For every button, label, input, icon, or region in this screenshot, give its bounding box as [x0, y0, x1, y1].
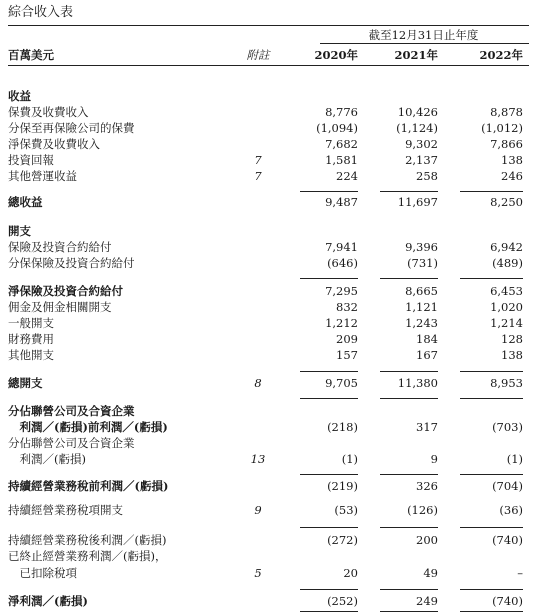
row-value-2021: 9	[430, 452, 438, 466]
row-value-2021: 11,380	[397, 376, 438, 390]
row-label: 佣金及佣金相關開支	[8, 300, 112, 314]
row-value-2021: 200	[416, 533, 438, 547]
row-label: 保費及收費收入	[8, 105, 89, 119]
subtotal-rule	[300, 527, 358, 528]
row-value-2020: 7,682	[325, 137, 358, 151]
statement-title: 綜合收入表	[8, 5, 74, 20]
period-header: 截至12月31日止年度	[368, 28, 479, 42]
row-value-2022: 138	[501, 348, 523, 362]
row-value-2021: 167	[416, 348, 438, 362]
row-label: 持續經營業務稅項開支	[8, 503, 123, 517]
year-2022-header: 2022年	[479, 48, 523, 62]
subtotal-rule	[300, 589, 358, 590]
row-value-2021: 8,665	[405, 284, 438, 298]
subtotal-rule	[380, 371, 438, 372]
subtotal-rule	[380, 474, 438, 475]
row-value-2022: 8,878	[490, 105, 523, 119]
subtotal-rule	[300, 191, 358, 192]
row-value-2022: 8,250	[490, 195, 523, 209]
subtotal-rule	[460, 474, 523, 475]
row-value-2022: 246	[501, 169, 523, 183]
row-label: 利潤／(虧損)前利潤／(虧損)	[8, 420, 168, 434]
row-value-2021: (1,124)	[396, 121, 438, 135]
total-double-rule	[380, 611, 438, 612]
row-value-2020: 1,581	[325, 153, 358, 167]
row-value-2020: (1,094)	[316, 121, 358, 135]
row-value-2021: 1,121	[405, 300, 438, 314]
row-value-2020: 157	[336, 348, 358, 362]
row-label: 總收益	[8, 195, 43, 209]
row-label: 分保至再保險公司的保費	[8, 121, 135, 135]
subtotal-rule	[460, 589, 523, 590]
row-value-2020: 8,776	[325, 105, 358, 119]
row-label: 淨保費及收費收入	[8, 137, 100, 151]
row-value-2021: 326	[416, 479, 438, 493]
row-value-2022: (36)	[499, 503, 523, 517]
row-label: 總開支	[8, 376, 43, 390]
row-note: 9	[254, 503, 262, 517]
year-2021-header: 2021年	[394, 48, 438, 62]
row-value-2022: (704)	[492, 479, 523, 493]
row-value-2021: 10,426	[397, 105, 438, 119]
row-value-2020: (53)	[334, 503, 358, 517]
row-value-2020: 9,705	[325, 376, 358, 390]
row-value-2022: (489)	[492, 256, 523, 270]
period-rule	[320, 43, 529, 44]
row-value-2022: 6,942	[490, 240, 523, 254]
row-value-2021: 184	[416, 332, 438, 346]
row-value-2022: (703)	[492, 420, 523, 434]
total-double-rule	[460, 611, 523, 612]
row-value-2022: (1,012)	[481, 121, 523, 135]
row-note: 7	[254, 153, 262, 167]
row-label: 淨利潤／(虧損)	[8, 594, 88, 608]
row-value-2020: (1)	[341, 452, 358, 466]
row-note: 7	[254, 169, 262, 183]
row-value-2021: 249	[416, 594, 438, 608]
row-value-2022: 8,953	[490, 376, 523, 390]
subtotal-rule	[460, 278, 523, 279]
note-column-header: 附註	[246, 48, 270, 62]
subtotal-rule	[460, 371, 523, 372]
subtotal-rule	[460, 527, 523, 528]
row-value-2022: (740)	[492, 533, 523, 547]
row-label: 投資回報	[8, 153, 54, 167]
row-label: 分佔聯營公司及合資企業	[8, 436, 135, 450]
row-label: 已終止經營業務利潤／(虧損)，	[8, 549, 167, 563]
total-double-rule	[300, 611, 358, 612]
row-value-2021: 9,396	[405, 240, 438, 254]
subtotal-rule	[300, 371, 358, 372]
row-value-2022: 128	[501, 332, 523, 346]
row-value-2020: 20	[343, 566, 358, 580]
row-label: 持續經營業務稅前利潤／(虧損)	[8, 479, 169, 493]
subtotal-rule	[380, 589, 438, 590]
unit-header: 百萬美元	[8, 48, 54, 62]
row-label: 分保保險及投資合約給付	[8, 256, 135, 270]
row-label: 財務費用	[8, 332, 54, 346]
row-value-2020: 7,941	[325, 240, 358, 254]
row-value-2021: 49	[423, 566, 438, 580]
row-value-2020: 224	[336, 169, 358, 183]
row-label: 淨保險及投資合約給付	[8, 284, 123, 298]
row-note: 8	[254, 376, 262, 390]
subtotal-rule	[460, 398, 523, 399]
subtotal-rule	[300, 278, 358, 279]
row-label: 分佔聯營公司及合資企業	[8, 404, 135, 418]
row-value-2022: (1)	[506, 452, 523, 466]
header-rule	[8, 65, 529, 66]
row-label: 持續經營業務稅後利潤／(虧損)	[8, 533, 167, 547]
row-value-2020: 1,212	[325, 316, 358, 330]
row-value-2020: (646)	[327, 256, 358, 270]
row-value-2021: (731)	[407, 256, 438, 270]
row-value-2022: 7,866	[490, 137, 523, 151]
row-value-2020: (252)	[327, 594, 358, 608]
row-value-2021: 317	[416, 420, 438, 434]
row-value-2021: 1,243	[405, 316, 438, 330]
row-label: 一般開支	[8, 316, 54, 330]
year-2020-header: 2020年	[314, 48, 358, 62]
row-value-2022: (740)	[492, 594, 523, 608]
subtotal-rule	[380, 527, 438, 528]
row-value-2021: 11,697	[397, 195, 438, 209]
row-value-2021: 9,302	[405, 137, 438, 151]
row-value-2022: 1,020	[490, 300, 523, 314]
row-value-2021: (126)	[407, 503, 438, 517]
row-label: 保險及投資合約給付	[8, 240, 112, 254]
subtotal-rule	[380, 278, 438, 279]
row-value-2020: (218)	[327, 420, 358, 434]
row-value-2020: (272)	[327, 533, 358, 547]
row-value-2022: 138	[501, 153, 523, 167]
row-label: 其他營運收益	[8, 169, 77, 183]
row-value-2020: 7,295	[325, 284, 358, 298]
row-value-2020: 832	[336, 300, 358, 314]
row-value-2022: 1,214	[490, 316, 523, 330]
row-value-2021: 2,137	[405, 153, 438, 167]
row-note: 13	[250, 452, 266, 466]
row-label: 其他開支	[8, 348, 54, 362]
row-value-2020: (219)	[327, 479, 358, 493]
subtotal-rule	[380, 191, 438, 192]
row-value-2022: 6,453	[490, 284, 523, 298]
row-label: 利潤／(虧損)	[8, 452, 86, 466]
subtotal-rule	[300, 398, 358, 399]
row-label: 收益	[8, 89, 31, 103]
row-label: 開支	[8, 224, 31, 238]
row-label: 已扣除稅項	[8, 566, 77, 580]
subtotal-rule	[380, 398, 438, 399]
row-value-2021: 258	[416, 169, 438, 183]
row-value-2020: 9,487	[325, 195, 358, 209]
subtotal-rule	[460, 191, 523, 192]
title-rule	[8, 25, 529, 26]
row-note: 5	[254, 566, 262, 580]
row-value-2020: 209	[336, 332, 358, 346]
subtotal-rule	[300, 474, 358, 475]
row-value-2022: –	[517, 566, 523, 580]
